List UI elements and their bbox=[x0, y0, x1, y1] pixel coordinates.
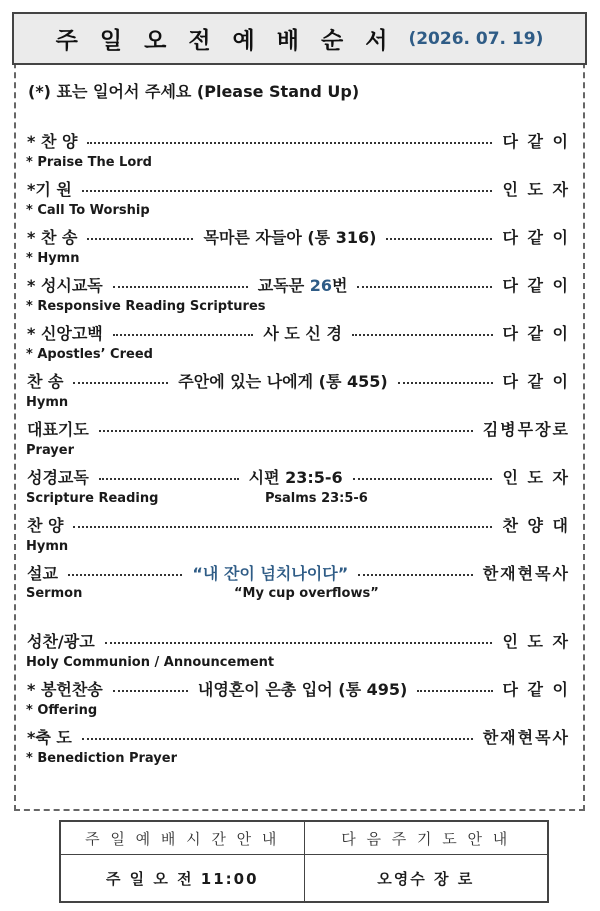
order-row-praise bbox=[27, 129, 570, 152]
order-leader-name: 다 같 이 bbox=[502, 276, 570, 295]
next-prayer-value: 오영수 장 로 bbox=[304, 855, 548, 903]
order-leader-name: 김병무장로 bbox=[482, 420, 570, 439]
title-banner bbox=[12, 12, 587, 65]
order-row-communion bbox=[27, 629, 570, 652]
responsive-reading-number bbox=[258, 273, 348, 296]
order-row-responsive-reading bbox=[27, 273, 570, 296]
dot-leader bbox=[386, 238, 492, 240]
order-subtitle: Sermon bbox=[26, 586, 83, 601]
order-subtitle: * Responsive Reading Scriptures bbox=[26, 299, 266, 314]
order-row-prayer bbox=[27, 417, 570, 440]
order-leader-name: 인 도 자 bbox=[502, 468, 570, 487]
worship-time-value: 주 일 오 전 11:00 bbox=[60, 855, 304, 903]
sermon-title-english: “My cup overflows” bbox=[234, 586, 379, 601]
order-leader-name: 한재현목사 bbox=[482, 564, 570, 583]
order-leader-name: 다 같 이 bbox=[502, 372, 571, 391]
dot-leader bbox=[358, 574, 472, 576]
order-label: 설교 bbox=[27, 564, 58, 583]
responsive-reading-prefix: 교독문 bbox=[257, 276, 305, 295]
dot-leader bbox=[68, 574, 182, 576]
order-leader-name: 인 도 자 bbox=[502, 180, 570, 199]
order-subtitle: * Offering bbox=[26, 703, 98, 718]
order-subtitle: * Call To Worship bbox=[26, 203, 150, 218]
dot-leader bbox=[82, 738, 473, 740]
order-label: 찬 양 bbox=[27, 516, 64, 535]
dot-leader bbox=[113, 690, 188, 692]
order-label: 성경교독 bbox=[27, 468, 89, 487]
order-leader-name: 다 같 이 bbox=[502, 132, 570, 151]
dot-leader bbox=[87, 142, 492, 144]
order-leader-name: 찬 양 대 bbox=[502, 516, 570, 535]
order-row-hymn-1 bbox=[27, 225, 570, 248]
order-subtitle: * Praise The Lord bbox=[26, 155, 152, 170]
dot-leader bbox=[73, 526, 492, 528]
worship-time-header: 주 일 예 배 시 간 안 내 bbox=[60, 821, 304, 855]
order-label: *축 도 bbox=[27, 728, 72, 747]
order-subtitle: Hymn bbox=[26, 395, 69, 410]
order-subtitle: Prayer bbox=[26, 443, 75, 458]
next-prayer-header: 다 음 주 기 도 안 내 bbox=[304, 821, 548, 855]
dot-leader bbox=[357, 286, 492, 288]
order-subtitle: * Benediction Prayer bbox=[26, 751, 177, 766]
order-row-benediction bbox=[27, 725, 570, 748]
order-subtitle: Scripture Reading bbox=[26, 491, 159, 506]
dot-leader bbox=[113, 334, 254, 336]
order-leader-name: 다 같 이 bbox=[502, 680, 571, 699]
scripture-reference: 시편 23:5-6 bbox=[248, 468, 343, 487]
order-leader-name: 다 같 이 bbox=[502, 228, 570, 247]
sermon-title: “내 잔이 넘치나이다” bbox=[192, 564, 349, 583]
order-leader-name: 다 같 이 bbox=[502, 324, 571, 343]
dot-leader bbox=[417, 690, 492, 692]
order-label: * 찬 양 bbox=[27, 132, 78, 151]
order-row-choir bbox=[27, 513, 570, 536]
stand-up-notice: (*) 표는 일어서 주세요 (Please Stand Up) bbox=[28, 82, 360, 101]
order-row-hymn-2 bbox=[27, 369, 570, 392]
scripture-reference-english: Psalms 23:5-6 bbox=[265, 491, 368, 506]
order-subtitle: * Apostles’ Creed bbox=[26, 347, 153, 362]
creed-name: 사 도 신 경 bbox=[263, 324, 342, 343]
order-leader-name: 인 도 자 bbox=[502, 632, 570, 651]
dot-leader bbox=[87, 238, 193, 240]
page-title: 주 일 오 전 예 배 순 서 bbox=[55, 28, 395, 54]
order-row-call-to-worship bbox=[27, 177, 570, 200]
dot-leader bbox=[113, 286, 248, 288]
order-label: * 성시교독 bbox=[27, 276, 103, 295]
order-label: * 찬 송 bbox=[27, 228, 78, 247]
order-subtitle: * Hymn bbox=[26, 251, 80, 266]
dot-leader bbox=[105, 642, 493, 644]
hymn-title: 주안에 있는 나에게 (통 455) bbox=[178, 372, 388, 391]
hymn-title: 목마른 자들아 (통 316) bbox=[203, 228, 377, 247]
order-leader-name: 한재현목사 bbox=[482, 728, 570, 747]
dot-leader bbox=[353, 478, 493, 480]
service-info-table bbox=[59, 820, 549, 903]
order-subtitle: Hymn bbox=[26, 539, 69, 554]
order-row-offering bbox=[27, 677, 570, 700]
responsive-reading-num: 26 bbox=[309, 276, 332, 295]
order-row-creed bbox=[27, 321, 570, 344]
order-label: * 신앙고백 bbox=[27, 324, 103, 343]
service-date: (2026. 07. 19) bbox=[408, 28, 544, 49]
order-label: * 봉헌찬송 bbox=[27, 680, 103, 699]
responsive-reading-suffix: 번 bbox=[332, 276, 348, 295]
order-row-scripture bbox=[27, 465, 570, 488]
dot-leader bbox=[82, 190, 493, 192]
dot-leader bbox=[99, 478, 239, 480]
order-label: 성찬/광고 bbox=[27, 632, 95, 651]
dot-leader bbox=[99, 430, 473, 432]
order-label: 대표기도 bbox=[27, 420, 89, 439]
dot-leader bbox=[352, 334, 493, 336]
order-row-sermon bbox=[27, 561, 570, 584]
order-subtitle: Holy Communion / Announcement bbox=[26, 655, 275, 670]
order-label: *기 원 bbox=[27, 180, 72, 199]
dot-leader bbox=[398, 382, 493, 384]
hymn-title: 내영혼이 은총 입어 (통 495) bbox=[197, 680, 408, 699]
order-label: 찬 송 bbox=[27, 372, 64, 391]
dot-leader bbox=[73, 382, 168, 384]
